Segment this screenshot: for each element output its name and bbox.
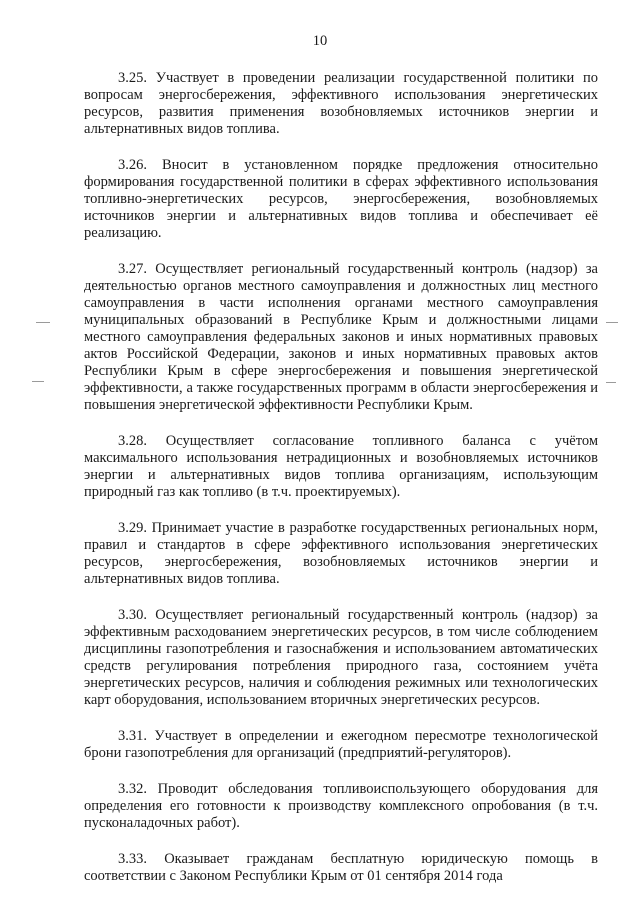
- scan-mark-right: [606, 322, 618, 323]
- scan-mark-right: [606, 382, 616, 383]
- paragraph-3-25: 3.25. Участвует в проведении реализации государственной политики по вопросам энергосбережения, эффективного использования энергетических ресурсов, развития применения возобновляемых источников энергии и альтернативных видов топлива.: [84, 70, 598, 137]
- paragraph-3-33: 3.33. Оказывает гражданам бесплатную юридическую помощь в соответствии с Законом Республики Крым от 01 сентября 2014 года: [84, 851, 598, 884]
- scan-mark-left: [32, 381, 44, 382]
- scan-mark-left: [36, 322, 50, 323]
- paragraph-3-31: 3.31. Участвует в определении и ежегодном пересмотре технологической брони газопотребления для организаций (предприятий-регуляторов).: [84, 728, 598, 761]
- page-number: 10: [312, 33, 328, 49]
- paragraph-3-32: 3.32. Проводит обследования топливоиспользующего оборудования для определения его готовности к производству комплексного опробования (в т.ч. пусконаладочных работ).: [84, 781, 598, 831]
- document-body: [84, 70, 598, 904]
- paragraph-3-26: 3.26. Вносит в установленном порядке предложения относительно формирования государственной политики в сферах эффективного использования топливно-энергетических ресурсов, энергосбережения, возобновляемых источников энергии и альтернативных видов топлива и обеспечивает её реализацию.: [84, 157, 598, 241]
- paragraph-3-29: 3.29. Принимает участие в разработке государственных региональных норм, правил и стандартов в сфере эффективного использования энергетических ресурсов, энергосбережения, возобновляемых источников энергии и альтернативных видов топлива.: [84, 520, 598, 587]
- paragraph-3-28: 3.28. Осуществляет согласование топливного баланса с учётом максимального использования нетрадиционных и возобновляемых источников энергии и альтернативных видов топлива организациям, использующим природный газ как топливо (в т.ч. проектируемых).: [84, 433, 598, 500]
- paragraph-3-30: 3.30. Осуществляет региональный государственный контроль (надзор) за эффективным расходованием энергетических ресурсов, в том числе соблюдением дисциплины газопотребления и газоснабжения и использованием автоматических средств регулирования потребления природного газа, состоянием учёта энергетических ресурсов, наличия и соблюдения режимных или технологических карт оборудования, использованием вторичных энергетических ресурсов.: [84, 607, 598, 708]
- paragraph-3-27: 3.27. Осуществляет региональный государственный контроль (надзор) за деятельностью органов местного самоуправления и должностных лиц местного самоуправления в части исполнения органами местного самоуправления муниципальных образований в Республике Крым и должностными лицами местного самоуправления федеральных законов и иных нормативных правовых актов Российской Федерации, законов и иных нормативных правовых актов Республики Крым в сфере энергосбережения и повышения энергетической эффективности, а также государственных программ в области энергосбережения и повышения энергетической эффективности Республики Крым.: [84, 261, 598, 413]
